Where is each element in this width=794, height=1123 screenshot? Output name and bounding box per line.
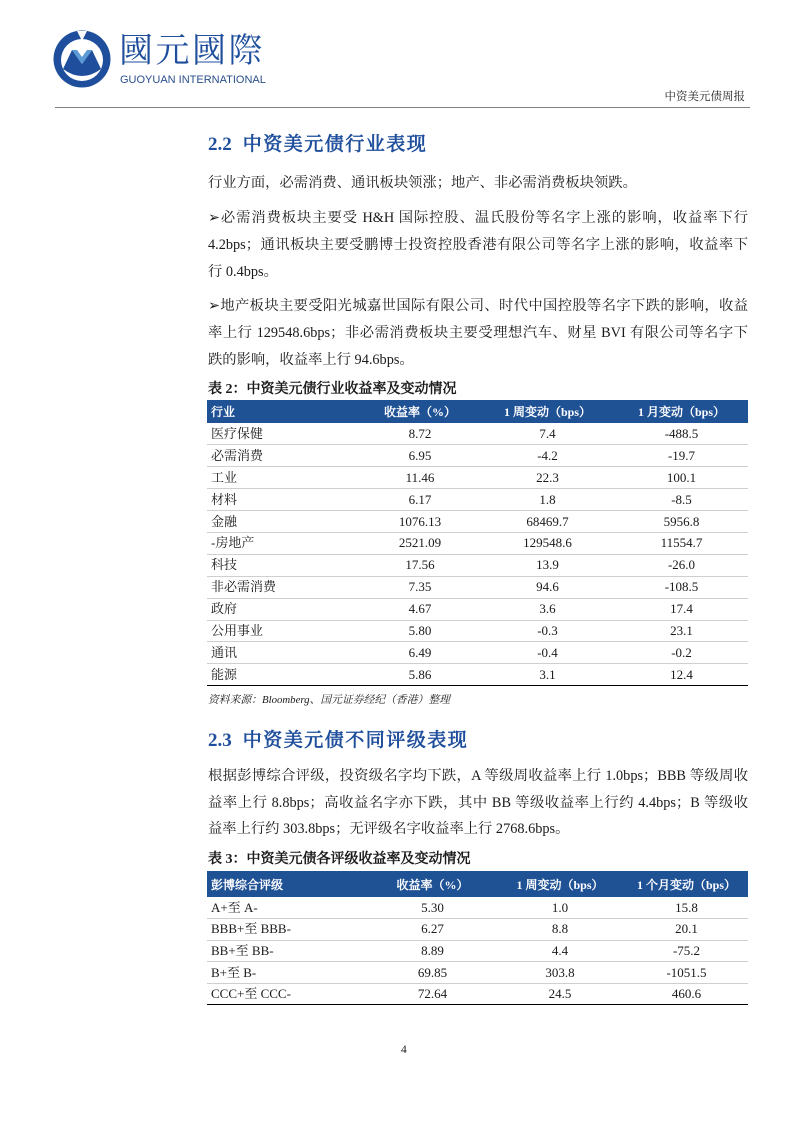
table-cell-change-1m: -108.5 — [615, 576, 748, 598]
table-row — [207, 423, 748, 445]
table-row — [207, 919, 748, 941]
table-row — [207, 598, 748, 620]
table-cell-change-1m: 23.1 — [615, 620, 748, 642]
table-cell-change-1w: 3.1 — [480, 664, 615, 686]
section-number: 2.2 — [208, 134, 232, 155]
table-row — [207, 576, 748, 598]
table-cell-change-1m: 20.1 — [625, 919, 748, 941]
table-header-change-1w: 1 周变动（bps） — [495, 871, 625, 897]
section-title: 中资美元债行业表现 — [242, 134, 428, 155]
table-header-yield: 收益率（%） — [360, 400, 480, 423]
table-cell-industry: 科技 — [207, 554, 360, 576]
table-cell-change-1m: -488.5 — [615, 423, 748, 445]
table-cell-rating: A+至 A- — [207, 897, 370, 919]
table-cell-yield: 69.85 — [370, 962, 495, 984]
table-cell-change-1m: -8.5 — [615, 489, 748, 511]
table-row — [207, 620, 748, 642]
table-cell-industry: 材料 — [207, 489, 360, 511]
table-cell-change-1m: 11554.7 — [615, 532, 748, 554]
table-row — [207, 511, 748, 533]
table-header — [207, 871, 748, 897]
table-cell-yield: 4.67 — [360, 598, 480, 620]
table-cell-change-1w: 7.4 — [480, 423, 615, 445]
paragraph-line: 根据彭博综合评级，投资级名字均下跌，A 等级周收益率上行 1.0bps；BBB 等级周收 — [208, 768, 748, 784]
table-cell-change-1w: 129548.6 — [480, 532, 615, 554]
section-title: 中资美元债不同评级表现 — [242, 730, 469, 751]
table-cell-change-1w: 3.6 — [480, 598, 615, 620]
section-heading — [208, 729, 468, 754]
table-cell-rating: B+至 B- — [207, 962, 370, 984]
table-cell-change-1m: 460.6 — [625, 983, 748, 1005]
page-number: 4 — [401, 1044, 407, 1056]
table-cell-industry: 政府 — [207, 598, 360, 620]
table-cell-industry: 必需消费 — [207, 445, 360, 467]
paragraph-line: 行业方面，必需消费、通讯板块领涨；地产、非必需消费板块领跌。 — [208, 175, 637, 191]
table-cell-change-1w: -4.2 — [480, 445, 615, 467]
table-cell-yield: 6.17 — [360, 489, 480, 511]
table-cell-yield: 8.72 — [360, 423, 480, 445]
table-cell-yield: 2521.09 — [360, 532, 480, 554]
paragraph-line: 率上行 129548.6bps；非必需消费板块主要受理想汽车、财星 BVI 有限公司等名字下 — [208, 325, 748, 341]
table-cell-change-1m: -0.2 — [615, 642, 748, 664]
table-cell-change-1m: -75.2 — [625, 940, 748, 962]
table-cell-change-1m: 12.4 — [615, 664, 748, 686]
table-row — [207, 467, 748, 489]
table-cell-change-1w: 303.8 — [495, 962, 625, 984]
table-cell-yield: 17.56 — [360, 554, 480, 576]
table-cell-industry: 能源 — [207, 664, 360, 686]
paragraph-line: 4.2bps；通讯板块主要受鹏博士投资控股香港有限公司等名字上涨的影响，收益率下 — [208, 236, 748, 253]
table-cell-yield: 1076.13 — [360, 511, 480, 533]
paragraph — [208, 763, 748, 843]
table-header-row — [207, 871, 748, 897]
table-row — [207, 664, 748, 686]
table-row — [207, 940, 748, 962]
table-cell-change-1w: 4.4 — [495, 940, 625, 962]
table-header-yield: 收益率（%） — [370, 871, 495, 897]
table-cell-yield: 6.95 — [360, 445, 480, 467]
table-cell-change-1m: 15.8 — [625, 897, 748, 919]
table-header-row — [207, 400, 748, 423]
source-note: 资料来源：Bloomberg、国元证券经纪（香港）整理 — [208, 694, 450, 706]
table-cell-industry: 非必需消费 — [207, 576, 360, 598]
table-cell-industry: 金融 — [207, 511, 360, 533]
section-heading — [208, 133, 427, 158]
table-cell-rating: CCC+至 CCC- — [207, 983, 370, 1005]
paragraph-line: 益率上行 8.8bps；高收益名字亦下跌，其中 BB 等级收益率上行约 4.4bps；B 等级收 — [208, 794, 748, 811]
table-cell-rating: BB+至 BB- — [207, 940, 370, 962]
logo-name-en: GUOYUAN INTERNATIONAL — [120, 74, 266, 86]
section-body — [208, 170, 748, 382]
table-row — [207, 445, 748, 467]
table-cell-yield: 6.49 — [360, 642, 480, 664]
table-cell-yield: 7.35 — [360, 576, 480, 598]
table-cell-yield: 5.80 — [360, 620, 480, 642]
bullet-paragraph — [208, 293, 748, 374]
paragraph-line: 跌的影响，收益率上行 94.6bps。 — [208, 352, 414, 368]
table-cell-change-1w: -0.4 — [480, 642, 615, 664]
section-number: 2.3 — [208, 730, 232, 751]
table-cell-industry: -房地产 — [207, 532, 360, 554]
table-cell-yield: 5.86 — [360, 664, 480, 686]
bullet-paragraph — [208, 205, 748, 286]
table-header-industry: 行业 — [207, 400, 360, 423]
table-header-change-1m: 1 个月变动（bps） — [625, 871, 748, 897]
table-row — [207, 897, 748, 919]
table-caption: 表 3：中资美元债各评级收益率及变动情况 — [208, 852, 471, 867]
table-header-change-1w: 1 周变动（bps） — [480, 400, 615, 423]
table-cell-change-1m: -19.7 — [615, 445, 748, 467]
table-cell-change-1w: 1.8 — [480, 489, 615, 511]
section-body — [208, 763, 748, 850]
table-cell-change-1w: 22.3 — [480, 467, 615, 489]
table-cell-change-1w: -0.3 — [480, 620, 615, 642]
table-cell-yield: 5.30 — [370, 897, 495, 919]
table-cell-yield: 11.46 — [360, 467, 480, 489]
report-title: 中资美元债周报 — [664, 91, 745, 103]
table-cell-change-1w: 8.8 — [495, 919, 625, 941]
table-cell-change-1m: 5956.8 — [615, 511, 748, 533]
table-cell-industry: 公用事业 — [207, 620, 360, 642]
logo-name-cn: 國元國際 — [119, 31, 265, 71]
table-header-rating: 彭博综合评级 — [207, 871, 370, 897]
paragraph-line: ➢必需消费板块主要受 H&H 国际控股、温氏股份等名字上涨的影响，收益率下行 — [208, 209, 748, 226]
table-row — [207, 554, 748, 576]
industry-yield-table — [207, 400, 748, 686]
paragraph-line: 益率上行约 303.8bps；无评级名字收益率上行 2768.6bps。 — [208, 821, 570, 837]
table-header — [207, 400, 748, 423]
table-cell-change-1m: 17.4 — [615, 598, 748, 620]
table-header-change-1m: 1 月变动（bps） — [615, 400, 748, 423]
table-row — [207, 532, 748, 554]
table-cell-change-1w: 68469.7 — [480, 511, 615, 533]
paragraph — [208, 170, 748, 197]
paragraph-line: ➢地产板块主要受阳光城嘉世国际有限公司、时代中国控股等名字下跌的影响，收益 — [208, 298, 748, 314]
table-cell-yield: 6.27 — [370, 919, 495, 941]
table-body — [207, 423, 748, 686]
table-cell-change-1m: -1051.5 — [625, 962, 748, 984]
table-cell-industry: 通讯 — [207, 642, 360, 664]
table-cell-change-1m: -26.0 — [615, 554, 748, 576]
header-divider — [55, 107, 750, 108]
table-cell-change-1w: 1.0 — [495, 897, 625, 919]
table-cell-rating: BBB+至 BBB- — [207, 919, 370, 941]
rating-yield-table — [207, 871, 748, 1005]
table-cell-change-1w: 24.5 — [495, 983, 625, 1005]
guoyuan-logo-icon — [52, 29, 112, 89]
table-cell-change-1w: 13.9 — [480, 554, 615, 576]
table-row — [207, 642, 748, 664]
paragraph-line: 行 0.4bps。 — [208, 263, 278, 280]
table-row — [207, 962, 748, 984]
table-caption: 表 2：中资美元债行业收益率及变动情况 — [208, 382, 457, 397]
table-cell-industry: 工业 — [207, 467, 360, 489]
table-row — [207, 489, 748, 511]
table-cell-yield: 8.89 — [370, 940, 495, 962]
table-row — [207, 983, 748, 1005]
table-cell-change-1w: 94.6 — [480, 576, 615, 598]
table-cell-industry: 医疗保健 — [207, 423, 360, 445]
table-cell-yield: 72.64 — [370, 983, 495, 1005]
table-cell-change-1m: 100.1 — [615, 467, 748, 489]
table-body — [207, 897, 748, 1005]
